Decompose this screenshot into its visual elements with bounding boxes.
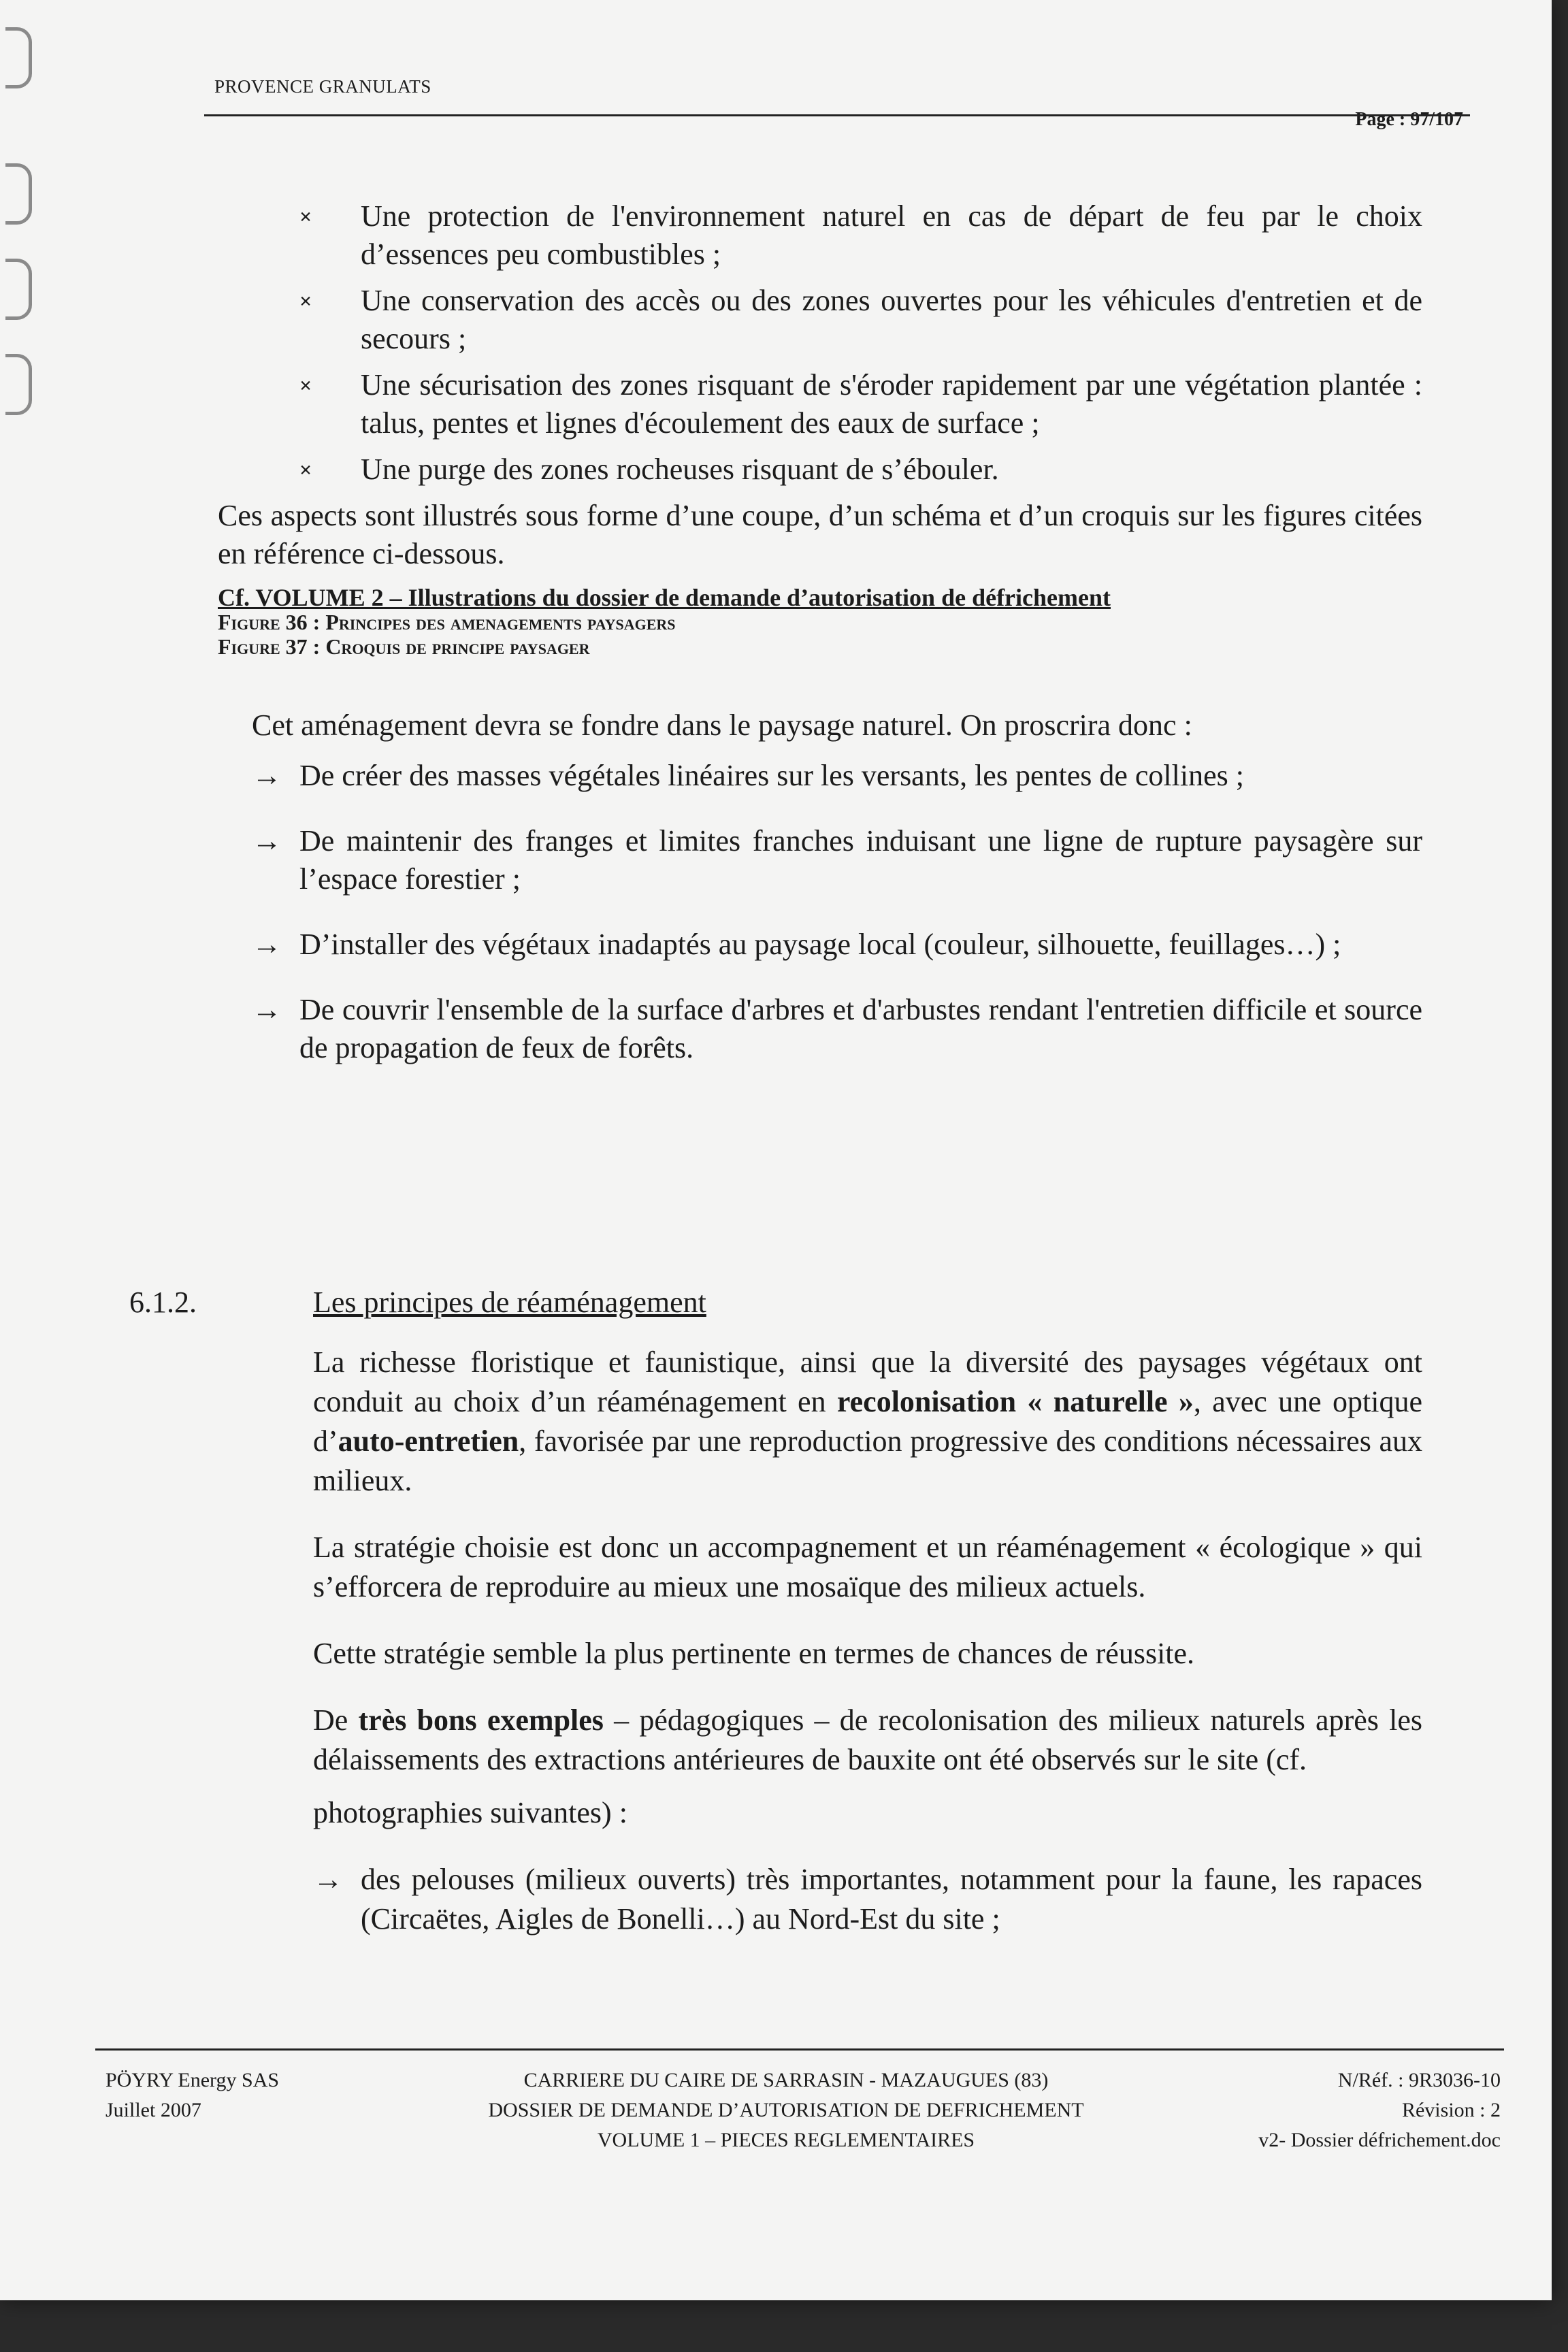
section-paragraph: De très bons exemples – pédagogiques – de recolonisation des milieux naturels après les délaissements des extractions antérieures de bauxite ont été observés sur le site (cf. <box>313 1703 1422 1776</box>
section-paragraph: La richesse floristique et faunistique, ainsi que la diversité des paysages végétaux ont conduit au choix d’un réaménagement en recolonisation « naturelle », avec une optique d’auto-entretien, favorisée par une reproduction progressive des conditions nécessaires aux milieux. <box>313 1345 1422 1497</box>
cross-bullet-icon: × <box>299 457 312 482</box>
binder-ring <box>5 163 32 225</box>
aspects-paragraph: Ces aspects sont illustrés sous forme d’une coupe, d’un schéma et d’un croquis sur les figures citées en référence ci-dessous. <box>218 499 1422 570</box>
section-6-1-2 <box>129 1283 1422 1966</box>
footer-company: PÖYRY Energy SAS <box>105 2069 280 2091</box>
main-content <box>218 197 1422 1094</box>
arrow-right-icon: → <box>252 759 282 792</box>
figure-36-reference: Figure 36 : Principes des amenagements paysagers <box>218 610 676 634</box>
header-divider <box>204 114 1470 116</box>
footer-reference: N/Réf. : 9R3036-10 <box>1337 2069 1501 2091</box>
section-paragraph: La stratégie choisie est donc un accompagnement et un réaménagement « écologique » qui s’efforcera de reproduire au mieux une mosaïque des milieux actuels. <box>313 1531 1422 1603</box>
page-number: Page : 97/107 <box>1355 109 1463 130</box>
arrow-right-icon: → <box>252 928 282 961</box>
cross-bullet-icon: × <box>299 204 312 229</box>
list-item: → De créer des masses végétales linéaires sur les versants, les pentes de collines ; <box>252 757 1422 795</box>
footer-right <box>1258 2065 1501 2155</box>
section-number: 6.1.2. <box>129 1286 197 1319</box>
binder-ring <box>5 354 32 415</box>
footer-left <box>105 2065 279 2125</box>
reference-block <box>218 585 1422 659</box>
footer-project: CARRIERE DU CAIRE DE SARRASIN - MAZAUGUES (83) <box>523 2069 1049 2091</box>
cross-bullet-icon: × <box>299 373 312 397</box>
footer-divider <box>95 2048 1504 2051</box>
list-item: × Une conservation des accès ou des zones ouvertes pour les véhicules d'entretien et de secours ; <box>299 282 1422 358</box>
list-item: → D’installer des végétaux inadaptés au paysage local (couleur, silhouette, feuillages…) ; <box>252 926 1422 964</box>
amenagement-intro: Cet aménagement devra se fondre dans le paysage naturel. On proscrira donc : <box>252 708 1192 742</box>
section-title: Les principes de réaménagement <box>313 1286 706 1319</box>
binder-rings <box>0 0 41 544</box>
arrow-right-icon: → <box>252 824 282 858</box>
section-body <box>313 1283 1422 1939</box>
cross-bullet-icon: × <box>299 289 312 313</box>
section-paragraph: Cette stratégie semble la plus pertinente en termes de chances de réussite. <box>313 1637 1195 1670</box>
footer-date: Juillet 2007 <box>105 2099 201 2121</box>
header-company: PROVENCE GRANULATS <box>214 76 431 97</box>
list-item: → De maintenir des franges et limites franches induisant une ligne de rupture paysagère sur l’espace forestier ; <box>252 822 1422 898</box>
figure-37-reference: Figure 37 : Croquis de principe paysager <box>218 634 590 659</box>
footer-volume: VOLUME 1 – PIECES REGLEMENTAIRES <box>597 2129 975 2151</box>
list-item: → De couvrir l'ensemble de la surface d'arbres et d'arbustes rendant l'entretien difficile et source de propagation de feux de forêts. <box>252 991 1422 1067</box>
binder-ring <box>5 259 32 320</box>
arrow-right-icon: → <box>313 1863 343 1896</box>
list-item: → des pelouses (milieux ouverts) très importantes, notamment pour la faune, les rapaces (Circaëtes, Aigles de Bonelli…) au Nord-Est du site ; <box>313 1860 1422 1939</box>
footer-center <box>446 2065 1126 2155</box>
example-list <box>313 1860 1422 1939</box>
arrow-right-icon: → <box>252 993 282 1026</box>
reference-title: Cf. VOLUME 2 – Illustrations du dossier de demande d’autorisation de défrichement <box>218 584 1111 611</box>
section-paragraph: photographies suivantes) : <box>313 1796 627 1829</box>
footer-dossier: DOSSIER DE DEMANDE D’AUTORISATION DE DEFRICHEMENT <box>488 2099 1084 2121</box>
proscription-list <box>252 757 1422 1067</box>
bullet-list <box>299 197 1422 489</box>
footer-revision: Révision : 2 <box>1401 2099 1501 2121</box>
list-item: × Une sécurisation des zones risquant de s'éroder rapidement par une végétation plantée : talus, pentes et lignes d'écoulement des eaux de surface ; <box>299 366 1422 442</box>
list-item: × Une protection de l'environnement naturel en cas de départ de feu par le choix d’essences peu combustibles ; <box>299 197 1422 274</box>
footer-filename: v2- Dossier défrichement.doc <box>1258 2129 1501 2151</box>
binder-ring <box>5 27 32 88</box>
list-item: × Une purge des zones rocheuses risquant de s’ébouler. <box>299 451 1422 489</box>
